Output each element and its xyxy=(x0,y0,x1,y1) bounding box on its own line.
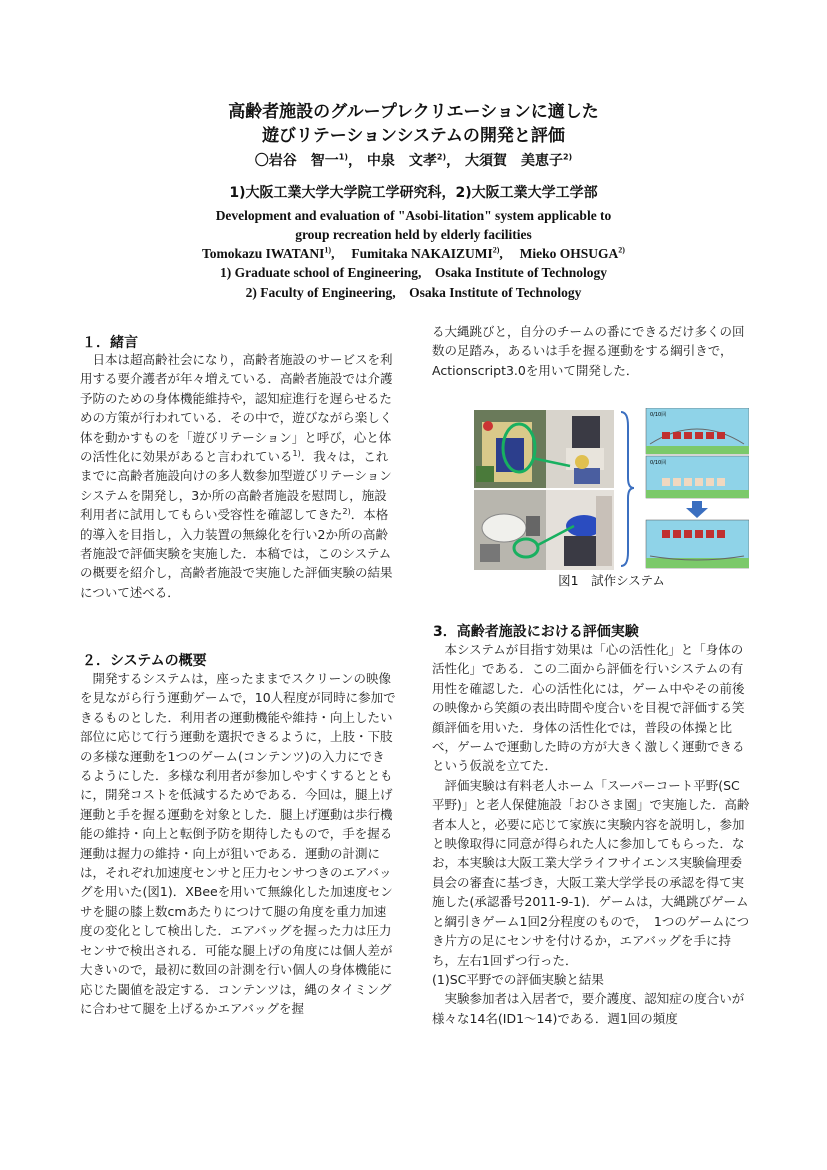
ref-1: 1) xyxy=(292,448,301,458)
english-title-line1: Development and evaluation of "Asobi-litation" system applicable to xyxy=(215,208,612,223)
figure-1 xyxy=(474,408,749,570)
section-3-paragraph-1: 本システムが目指す効果は「心の活性化」と「身体の活性化」である．この二面から評価を行いシステムの有用性を確認した．心の活性化には，ゲーム中やその前後の映像から笑顔の表出時間や度合いを目視で評価する笑顔評価を用いた．身体の活性化では，普段の体操と比べ，ゲームで運動した時の方が大きく激しく運動できるという仮説を立てた． xyxy=(432,642,745,774)
figure-1-caption: 図1 試作システム xyxy=(558,573,665,588)
section-3-paragraph-2: 評価実験は有料老人ホーム「スーパーコート平野(SC平野)」と老人保健施設「おひさま園」で実施した．高齢者本人と，必要に応じて家族に実験内容を説明し，参加と映像取得に同意が得られた人に参加してもらった．なお，本実験は大阪工業大学ライフサイエンス実験倫理委員会の審査に基づき，大阪工業大学学長の承認を得て実施した(承認番号2011-9-1)．ゲームは，大縄跳びゲームと綱引きゲーム1回2分程度のもので， 1つのゲームにつき片方の足にセンサを付けるか，エアバッグを手に持ち，左右1回ずつ行った． xyxy=(432,777,750,968)
english-authors: Tomokazu IWATANI$^{1)}$, Fumitaka NAKAIZUMI$^{2)}$, Mieko OHSUGA$^{2)}$ xyxy=(202,245,625,261)
page-title-line1: 高齢者施設のグループレクリエーションに適した xyxy=(228,102,599,122)
english-author-3-sup: 2) xyxy=(618,245,625,255)
author-3-sup: 2) xyxy=(562,152,573,162)
author-1: 〇岩谷 智一 xyxy=(254,153,339,169)
section-2-body xyxy=(80,669,396,1018)
section-1-paragraph xyxy=(80,350,396,602)
section-2-heading: ２．システムの概要 xyxy=(82,653,207,669)
english-author-2-sup: 2) xyxy=(492,245,500,255)
english-title-line2: group recreation held by elderly facilities xyxy=(295,227,532,242)
section-2-paragraph-cont: る大縄跳びと，自分のチームの番にできるだけ多くの回数の足踏み，あるいは手を握る運動をする綱引きで，Actionscript3.0を用いて開発した． xyxy=(432,324,745,378)
s1-text-b: ．我々は，これまでに高齢者施設向けの多人数参加型遊びリテーションシステムを開発し，3か所の高齢者施設を慰問し，施設利用者に試用してもらい受容性を確認してきた xyxy=(80,449,392,523)
author-3: 大須賀 美恵子 xyxy=(464,153,563,169)
screen-label-a: 0/10回 xyxy=(650,412,667,418)
game-screen-bottom xyxy=(646,520,749,568)
photo-person-seated xyxy=(546,410,614,488)
section-3-subheading-1: (1)SC平野での評価実験と結果 xyxy=(432,971,604,987)
game-screen-middle xyxy=(646,456,749,498)
photo-airbag xyxy=(474,490,546,570)
section-1-heading: １．緒言 xyxy=(82,335,138,351)
section-1-body xyxy=(80,350,396,602)
english-author-3: Mieko OHSUGA xyxy=(519,246,619,261)
screen-label-b: 0/10回 xyxy=(650,460,667,466)
english-affiliation-1: 1) Graduate school of Engineering, Osaka Institute of Technology xyxy=(219,265,608,280)
section-3-heading: 3．高齢者施設における評価実験 xyxy=(433,624,639,640)
authors-jp: 〇岩谷 智一$^{1)}$， 中泉 文孝$^{2)}$， 大須賀 美恵子$^{2)}$ xyxy=(254,152,573,169)
game-screen-top xyxy=(646,408,749,454)
section-3-body xyxy=(432,640,750,1028)
ref-2: 2) xyxy=(342,507,351,517)
bracket-arrow xyxy=(621,412,634,566)
author-2: 中泉 文孝 xyxy=(366,153,437,169)
section-3-paragraph-3: 実験参加者は入居者で，要介護度、認知症の度合いが様々な14名(ID1〜14)である．週1回の頻度 xyxy=(432,991,745,1026)
english-affiliation-2: 2) Faculty of Engineering, Osaka Institute of Technology xyxy=(245,285,582,300)
section-2-paragraph: 開発するシステムは，座ったままでスクリーンの映像を見ながら行う運動ゲームで，10人程度が同時に参加できるものとした．利用者の運動機能や維持・向上したい部位に応じて行う運動を選択できるように，上肢・下肢の多様な運動を1つのゲーム(コンテンツ)の入力にできるようにした．多様な利用者が参加しやすくするとともに，開発コストを低減するためである．今回は，腿上げ運動と手を握る運動を対象とした．腿上げ運動は歩行機能の維持・向上と転倒予防を期待したもので，手を握る運動は握力の維持・向上が狙いである．運動の計測には，それぞれ加速度センサと圧力センサつきのエアバッグを用いた(図1)．XBeeを用いて無線化した加速度センサを腿の膝上数cmあたりにつけて腿の角度を重力加速度の変化として検出した．エアバッグを握った力は圧力センサで検出される．可能な腿上げの角度には個人差が大きいので，最初に数回の計測を行い個人の身体機能に応じた閾値を設定する．コンテンツは，縄のタイミングに合わせて腿を上げるかエアバッグを握 xyxy=(80,671,396,1016)
s1-text-c: ．本格的導入を目指し，入力装置の無線化を行い2か所の高齢者施設で評価実験を実施した．本稿では，このシステムの概要を紹介し，高齢者施設で実施した評価実験の結果について述べる． xyxy=(80,507,393,600)
section-2-continued xyxy=(432,322,750,380)
affiliations-jp: 1)大阪工業大学大学院工学研究科，2)大阪工業大学工学部 xyxy=(229,185,598,201)
page-title-line2: 遊びリテーションシステムの開発と評価 xyxy=(262,126,565,146)
english-author-1: Tomokazu IWATANI xyxy=(202,246,325,261)
author-2-sup: 2) xyxy=(436,152,447,162)
english-author-2: Fumitaka NAKAIZUMI xyxy=(351,246,493,261)
author-1-sup: 1) xyxy=(338,152,348,162)
english-author-1-sup: 1) xyxy=(324,245,332,255)
s1-text-a: 日本は超高齢社会になり，高齢者施設のサービスを利用する要介護者が年々増えている．高齢者施設では介護予防のための身体機能維持や，認知症進行を遅らせるための方策が行われている．その中で，遊びながら楽しく体を動かすものを「遊びリテーション」と呼び，心と体の活性化に効果があると言われている xyxy=(80,352,393,465)
down-arrow-icon xyxy=(686,501,708,518)
photo-hand-grip xyxy=(546,490,614,570)
